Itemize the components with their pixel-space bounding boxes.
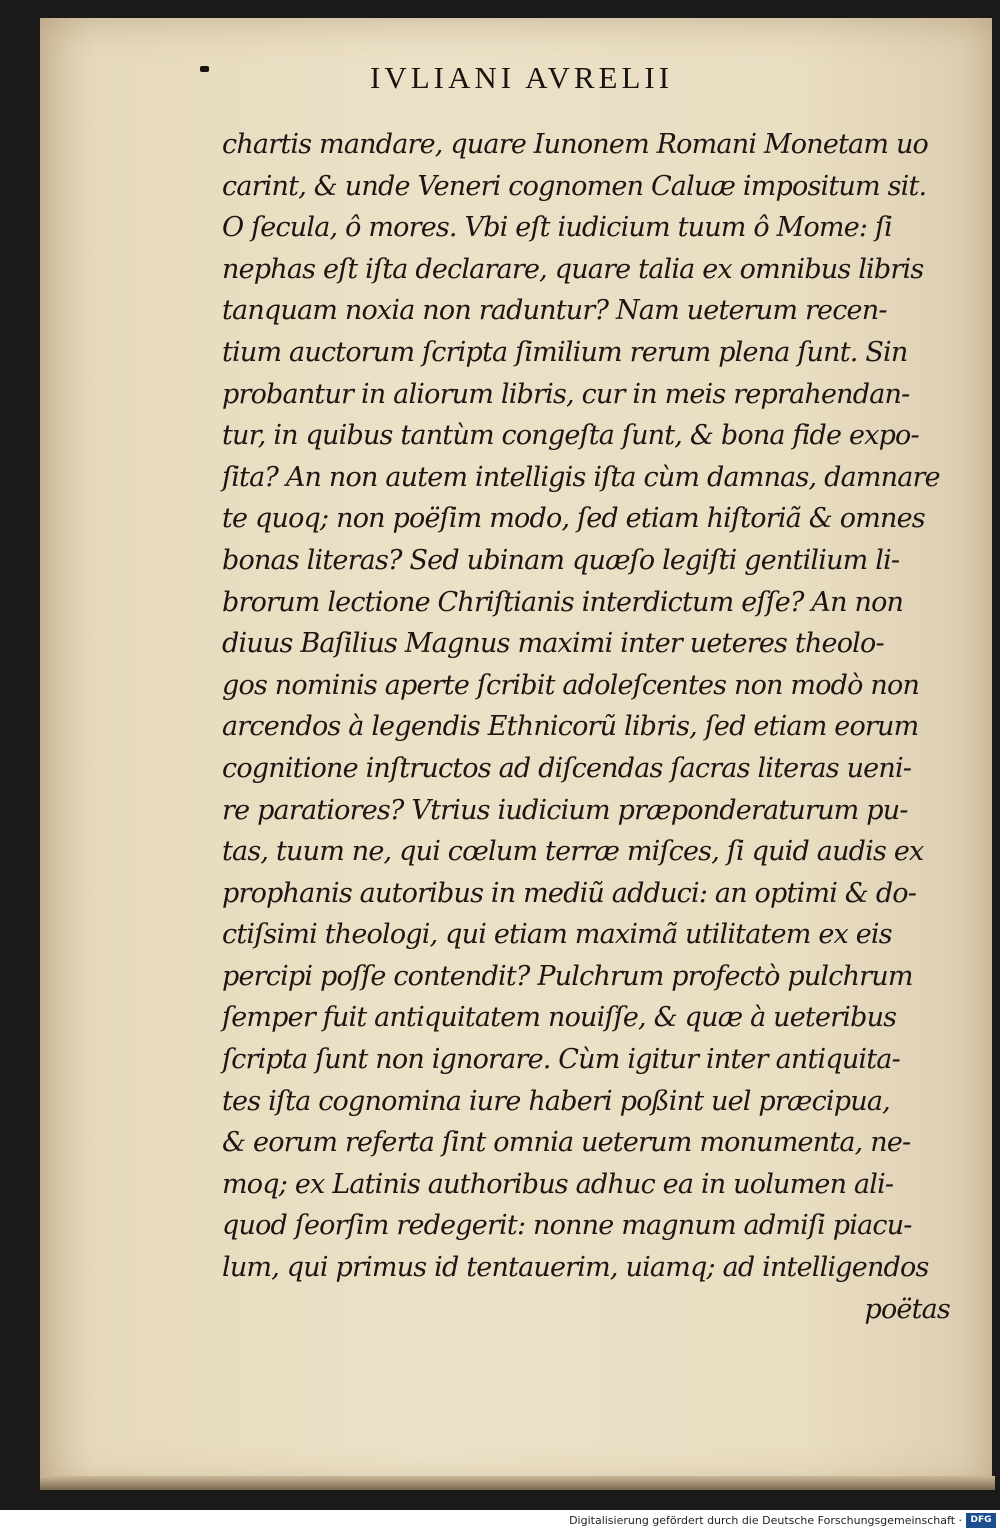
dfg-logo-icon: DFG bbox=[966, 1513, 996, 1528]
text-line: prophanis autoribus in mediũ adduci: an optimi & do- bbox=[222, 877, 917, 909]
text-line: ſemper fuit antiquitatem nouiſſe, & quæ à ueteribus bbox=[222, 1002, 897, 1034]
text-line: tur, in quibus tantùm congeſta ſunt, & bona fide expo- bbox=[222, 420, 919, 452]
text-line: chartis mandare, quare Iunonem Romani Monetam uo bbox=[222, 129, 928, 160]
text-line: tas, tuum ne, qui cœlum terræ miſces, ſi quid audis ex bbox=[222, 836, 924, 868]
text-line: te quoq; non poëſim modo, ſed etiam hiſtoriã & omnes bbox=[222, 503, 925, 535]
text-line: probantur in aliorum libris, cur in meis reprahendan- bbox=[222, 378, 910, 410]
footer-bar bbox=[0, 1510, 1000, 1533]
text-line: arcendos à legendis Ethnicorũ libris, ſed etiam eorum bbox=[222, 711, 919, 743]
text-line: re paratiores? Vtrius iudicium præponderaturum pu- bbox=[222, 794, 908, 826]
page-bottom-edge bbox=[40, 1476, 995, 1490]
ink-mark bbox=[200, 66, 209, 72]
text-line: bonas literas? Sed ubinam quæſo legiſti gentilium li- bbox=[222, 544, 900, 576]
text-line: lum, qui primus id tentauerim, uiamq; ad intelligendos bbox=[222, 1252, 929, 1284]
running-head: IVLIANI AVRELII bbox=[370, 60, 674, 95]
text-line: moq; ex Latinis authoribus adhuc ea in uolumen ali- bbox=[222, 1168, 894, 1200]
text-line: percipi poſſe contendit? Pulchrum profectò pulchrum bbox=[222, 960, 913, 992]
text-line: ctiſsimi theologi, qui etiam maximã utilitatem ex eis bbox=[222, 919, 892, 951]
text-line: ſita? An non autem intelligis iſta cùm damnas, damnare bbox=[222, 461, 940, 493]
text-line: O ſecula, ô mores. Vbi eſt iudicium tuum ô Mome: ſi bbox=[222, 212, 893, 244]
catchword: poëtas bbox=[864, 1293, 950, 1325]
text-line: carint, & unde Veneri cognomen Caluæ impositum sit. bbox=[222, 170, 927, 202]
text-line: cognitione inſtructos ad diſcendas ſacras literas ueni- bbox=[222, 752, 912, 784]
text-line: tium auctorum ſcripta ſimilium rerum plena ſunt. Sin bbox=[222, 336, 908, 368]
text-line: tanquam noxia non raduntur? Nam ueterum recen- bbox=[222, 295, 887, 327]
text-line: ſcripta ſunt non ignorare. Cùm igitur inter antiquita- bbox=[222, 1044, 900, 1076]
text-line: brorum lectione Chriſtianis interdictum eſſe? An non bbox=[222, 586, 904, 618]
footer-credit: Digitalisierung gefördert durch die Deutsche Forschungsgemeinschaft · bbox=[569, 1514, 962, 1527]
text-line: diuus Baſilius Magnus maximi inter ueteres theolo- bbox=[222, 628, 884, 660]
text-line: tes iſta cognomina iure haberi poßint uel præcipua, bbox=[222, 1085, 890, 1117]
text-line: & eorum referta ſint omnia ueterum monumenta, ne- bbox=[222, 1127, 911, 1159]
text-line: quod ſeorſim redegerit: nonne magnum admiſi piacu- bbox=[222, 1210, 912, 1242]
text-line: nephas eſt iſta declarare, quare talia ex omnibus libris bbox=[222, 253, 924, 285]
body-text bbox=[222, 124, 960, 1330]
text-line: gos nominis aperte ſcribit adoleſcentes non modò non bbox=[222, 669, 920, 701]
